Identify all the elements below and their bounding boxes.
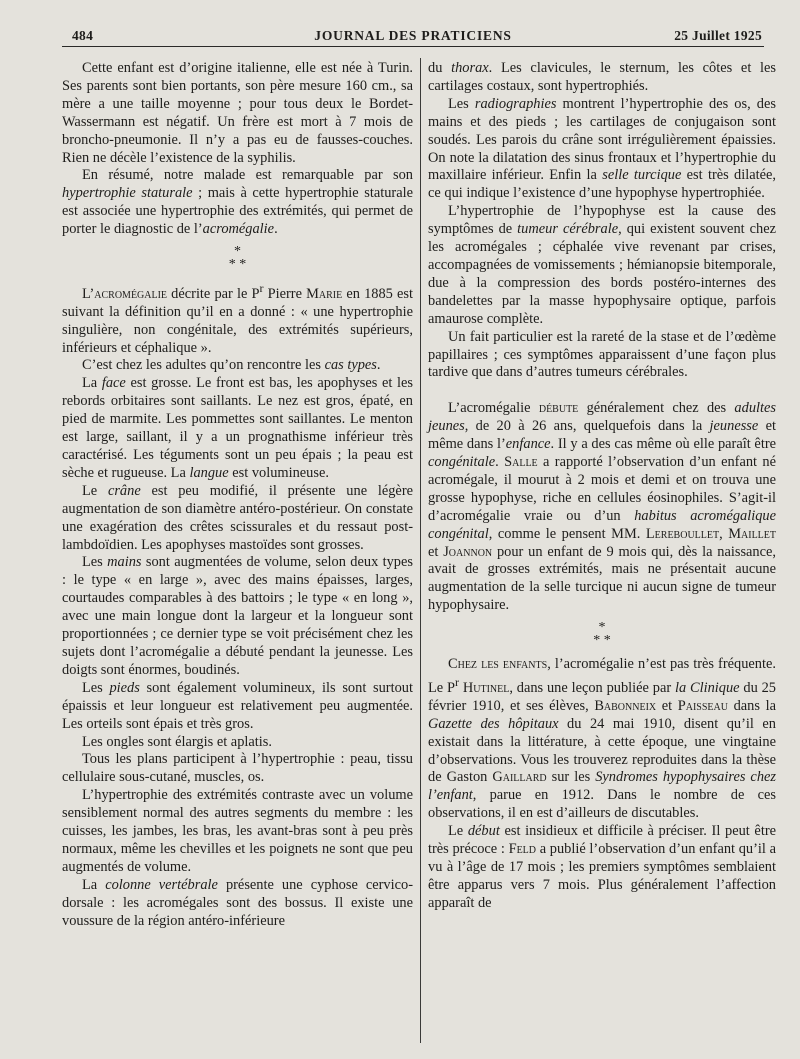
asterism-separator: * * *	[593, 620, 611, 649]
paragraph-definition: L’acromégalie décrite par le $P^r$ Pierre Marie en 1885 est suivant la définition qu’il en a donné : « une hypertrophie singulière, non congénitale, des extrémités supérieurs, inférieurs et céphalique ».	[62, 281, 413, 356]
paragraph-thorax: du thorax. Les clavicules, le sternum, les côtes et les cartilages costaux, sont hypertrophiés.	[428, 60, 776, 94]
paragraph-cas-types: C’est chez les adultes qu’on rencontre les cas types.	[82, 357, 381, 374]
asterism-separator: * * *	[228, 244, 247, 273]
paragraph-hypophyse: L’hypertrophie de l’hypophyse est la cause des symptômes de tumeur cérébrale, qui existent souvent chez les acromégales ; céphalée vive revenant par crises, accompagnées de vomissements ; hémianopsie bitemporale, due à la compression des bords postéro-internes des bandelettes par la masse hypophysaire optique, parfois amaurose complète.	[428, 203, 776, 327]
column-divider	[420, 58, 421, 1043]
paragraph-pieds: Les pieds sont également volumineux, ils sont surtout épaissis et leur longueur est relativement peu augmentée. Les orteils sont épais et très gros.	[62, 679, 413, 732]
issue-date: 25 Juillet 1925	[674, 28, 762, 43]
paragraph-enfants: Chez les enfants, l’acromégalie n’est pas très fréquente. Le $P^r$ Hutinel, dans une leçon publiée par la Clinique du 25 février 1910, et ses élèves, Babonneix et Paisseau dans la Gazette des hôpitaux du 24 mai 1910, disent qu’il en existait dans la littérature, à cette époque, une vingtaine d’observations. Vous les trouverez reproduites dans la thèse de Gaston Gaillard sur les Syndromes hypophysaires chez l’enfant, parue en 1912. Dans le nombre de ces observations, il en est d’ailleurs de discutables.	[428, 656, 777, 822]
paragraph-crane: Le crâne est peu modifié, il présente une légère augmentation de son diamètre antéro-postérieur. On constate une exagération des crêtes scissurales et du ressaut post-lambdoïdien. Les apophyses mastoïdes sont grosses.	[62, 482, 413, 553]
paragraph-stase: Un fait particulier est la rareté de la stase et de l’œdème papillaires ; ces symptômes apparaissent d’une façon plus tardive que dans d’autres tumeurs cérébrales.	[428, 328, 776, 381]
journal-title: JOURNAL DES PRATICIENS	[314, 28, 512, 43]
paragraph-plans: Tous les plans participent à l’hypertrophie : peau, tissu cellulaire sous-cutané, muscles, os.	[62, 751, 413, 786]
left-column	[62, 60, 413, 930]
paragraph-debut-age: L’acromégalie débute généralement chez des adultes jeunes, de 20 à 26 ans, quelquefois dans la jeunesse et même dans l’enfance. Il y a des cas même où elle paraît être congénitale. Salle a rapporté l’observation d’un enfant né acromégale, il mourut à 2 mois et demi et on trouva une grosse hypophyse, riche en cellules éosinophiles. S’agit-il d’acromégalie vraie ou d’un habitus acromégalique congénital, comme le pensent MM. Lereboullet, Maillet et Joannon pour un enfant de 9 mois qui, dès la naissance, avait de grosses extrémités, mais ne présentait aucune augmentation de la selle turcique ni aucun signe de tumeur hypophysaire.	[428, 400, 777, 614]
paragraph-colonne: La colonne vertébrale présente une cyphose cervico-dorsale : les acromégales sont des bossus. Il existe une voussure de la région antéro-inférieure	[62, 876, 414, 929]
page-header	[62, 26, 764, 47]
paragraph-debut-insidieux: Le début est insidieux et difficile à préciser. Il peut être très précoce : Feld a publié l’observation d’un enfant qu’il a vu à l’âge de 17 mois ; les premiers symptômes semblaient être apparus vers 7 mois. Plus généralement l’affection apparaît de	[428, 823, 776, 911]
page-number: 484	[72, 28, 94, 43]
paragraph-radiographies: Les radiographies montrent l’hypertrophie des os, des mains et des pieds ; les cartilages de conjugaison sont soudés. Les parois du crâne sont irrégulièrement épaissies. On note la dilatation des sinus frontaux et l’hypertrophie du maxillaire inférieur. Enfin la selle turcique est très dilatée, ce qui indique l’existence d’une hypophyse hypertrophiée.	[428, 95, 776, 202]
paragraph-summary: En résumé, notre malade est remarquable par son hypertrophie staturale ; mais à cette hypertrophie staturale est associée une hypertrophie des extrémités, qui permet de porter le diagnostic de l’acromégalie.	[62, 167, 413, 238]
paragraph-mains: Les mains sont augmentées de volume, selon deux types : le type « en large », avec des mains épaisses, larges, courtaudes comparables à des battoirs ; le type « en long », avec une main longue dont la largeur et la longueur sont proportionnées ; ce dernier type se voit précisément chez les sujets dont l’acromégalie a débuté pendant la jeunesse. Les doigts sont énormes, boudinés.	[62, 554, 413, 678]
section-gap	[428, 382, 776, 400]
paragraph-origin: Cette enfant est d’origine italienne, elle est née à Turin. Ses parents sont bien portants, son père mesure 160 cm., sa mère a une taille moyenne ; pour tous deux le Bordet-Wassermann est négatif. Un frère est mort à 7 mois de broncho-pneumonie. Il n’y a pas eu de fausses-couches. Rien ne décèle l’existence de la syphilis.	[62, 60, 413, 166]
paragraph-extremites: L’hypertrophie des extrémités contraste avec un volume sensiblement normal des autres segments du membre : les cuisses, les jambes, les bras, les avant-bras sont à peu près normaux, même les chevilles et les poignets ne sont que peu augmentés de volume.	[62, 787, 413, 875]
right-column	[428, 60, 776, 913]
paragraph-ongles: Les ongles sont élargis et aplatis.	[82, 733, 272, 750]
paragraph-face: La face est grosse. Le front est bas, les apophyses et les rebords orbitaires sont saillants. Le nez est gros, épaté, en pied de marmite. Les pommettes sont saillantes. Le menton est large, saillant, il y a un prognathisme inférieur très caractérisé. Les téguments sont un peu épais ; la peau est sèche et rugueuse. La langue est volumineuse.	[62, 375, 413, 481]
